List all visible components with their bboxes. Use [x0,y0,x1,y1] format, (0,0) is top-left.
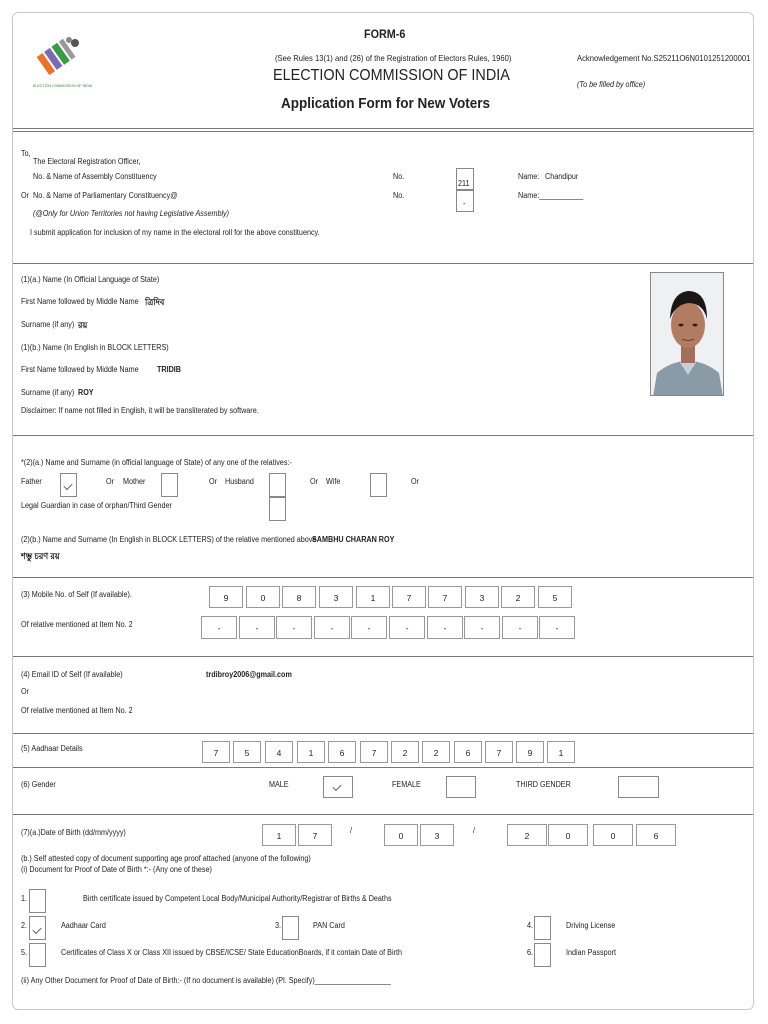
driving-license-checkbox[interactable] [534,916,551,940]
submit-statement: I submit application for inclusion of my name in the electoral roll for the above constituency. [30,228,320,237]
third-gender-checkbox[interactable] [618,776,659,798]
opt2-number: 2. [21,921,28,930]
aadhaar-digit-box[interactable]: 1 [547,741,575,763]
surname-en: ROY [78,388,94,397]
dob-label: (7)(a.)Date of Birth (dd/mm/yyyy) [21,828,126,837]
rules-reference: (See Rules 13(1) and (26) of the Registration of Electors Rules, 1960) [275,53,512,63]
male-label: MALE [269,780,289,789]
mobile-relative-digit-box[interactable]: - [201,616,237,639]
third-gender-label: THIRD GENDER [516,780,571,789]
form-number: FORM-6 [364,27,406,41]
mobile-relative-digit-box[interactable]: - [427,616,463,639]
dob-day-box[interactable]: 1 [262,824,296,846]
pan-card-checkbox[interactable] [282,916,299,940]
opt3-number: 3. [275,921,282,930]
aadhaar-card-label: Aadhaar Card [61,921,106,930]
ac-number-value: 211 [458,179,470,188]
mobile-digit-box[interactable]: 9 [209,586,243,608]
surname-local: রয় [78,320,88,330]
mobile-self-label: (3) Mobile No. of Self (If available). [21,590,132,599]
aadhaar-label: (5) Aadhaar Details [21,744,83,753]
or-label: Or [21,191,30,200]
email-self-label: (4) Email ID of Self (If available) [21,670,123,679]
dob-month-box[interactable]: 3 [420,824,454,846]
officer-label: The Electoral Registration Officer, [33,157,141,166]
commission-name: ELECTION COMMISSION OF INDIA [273,67,510,84]
father-label: Father [21,477,42,486]
form-page [12,12,754,1010]
email-or-label: Or [21,687,30,696]
acknowledgement-note: (To be filled by office) [577,80,646,89]
gender-label: (6) Gender [21,780,56,789]
mobile-digit-box[interactable]: 1 [356,586,390,608]
or-label-3: Or [310,477,319,486]
mobile-relative-digit-box[interactable]: - [351,616,387,639]
mobile-digit-box[interactable]: 7 [392,586,426,608]
other-document-label: (ii) Any Other Document for Proof of Date of Birth:- (If no document is available) (Pl. Specify)___________________ [21,976,391,985]
aadhaar-digit-box[interactable]: 9 [516,741,544,763]
dob-year-box[interactable]: 6 [636,824,676,846]
female-checkbox[interactable] [446,776,476,798]
dob-day-box[interactable]: 7 [298,824,332,846]
parliamentary-constituency-label: No. & Name of Parliamentary Constituency@ [33,191,178,200]
relative-heading: *(2)(a.) Name and Surname (in official language of State) of any one of the relatives:- [21,458,292,467]
dob-month-box[interactable]: 0 [384,824,418,846]
name-local-heading: (1)(a.) Name (In Official Language of State) [21,275,160,284]
mobile-relative-digit-box[interactable]: - [389,616,425,639]
proof-document-label: (i) Document for Proof of Date of Birth *:- (Any one of these) [21,865,212,874]
mobile-digit-box[interactable]: 2 [501,586,535,608]
email-value: trdibroy2006@gmail.com [206,670,292,679]
aadhaar-digit-box[interactable]: 4 [265,741,293,763]
dob-year-box[interactable]: 0 [548,824,588,846]
dob-separator-2: / [473,826,476,835]
mobile-digit-box[interactable]: 3 [319,586,353,608]
dob-year-box[interactable]: 2 [507,824,547,846]
first-name-en-label: First Name followed by Middle Name [21,365,139,374]
email-relative-label: Of relative mentioned at Item No. 2 [21,706,133,715]
opt5-number: 5. [21,948,28,957]
wife-checkbox[interactable] [370,473,387,497]
driving-license-label: Driving License [566,921,616,930]
proof-attached-label: (b.) Self attested copy of document supporting age proof attached (anyone of the following) [21,854,311,863]
mobile-relative-digit-box[interactable]: - [464,616,500,639]
mobile-relative-digit-box[interactable]: - [239,616,275,639]
eci-logo-icon [31,33,87,89]
mobile-relative-digit-box[interactable]: - [502,616,538,639]
first-name-local: ত্রিদিব [145,297,165,307]
or-label-4: Or [411,477,420,486]
female-label: FEMALE [392,780,421,789]
class-certificate-label: Certificates of Class X or Class XII issued by CBSE/ICSE/ State EducationBoards, if it contain Date of Birth [61,948,402,957]
aadhaar-digit-box[interactable]: 7 [202,741,230,763]
aadhaar-digit-box[interactable]: 1 [297,741,325,763]
pc-number-value: - [463,199,466,208]
or-label-1: Or [106,477,115,486]
pc-name-label: Name:___________ [518,191,584,200]
pan-card-label: PAN Card [313,921,345,930]
dob-year-box[interactable]: 0 [593,824,633,846]
transliteration-disclaimer: Disclaimer: If name not filled in English, it will be transliterated by software. [21,406,259,415]
ac-name-value: Chandipur [545,172,579,181]
indian-passport-label: Indian Passport [566,948,617,957]
aadhaar-digit-box[interactable]: 7 [485,741,513,763]
surname-label: Surname (if any) [21,320,75,329]
aadhaar-digit-box[interactable]: 6 [454,741,482,763]
birth-certificate-checkbox[interactable] [29,889,46,913]
first-name-en: TRIDIB [157,365,182,374]
pc-no-label: No. [393,191,405,200]
first-name-label: First Name followed by Middle Name [21,297,139,306]
husband-checkbox[interactable] [269,473,286,497]
logo [31,33,93,89]
aadhaar-digit-box[interactable]: 6 [328,741,356,763]
aadhaar-digit-box[interactable]: 2 [422,741,450,763]
mobile-digit-box[interactable]: 0 [246,586,280,608]
form-title: Application Form for New Voters [281,95,491,112]
surname-en-label: Surname (if any) [21,388,75,397]
relative-english-heading: (2)(b.) Name and Surname (In English in BLOCK LETTERS) of the relative mentioned above [21,535,317,544]
mobile-relative-label: Of relative mentioned at Item No. 2 [21,620,133,629]
acknowledgement-number: Acknowledgement No.S25211O6N0101251200001 [577,53,751,63]
mobile-digit-box[interactable]: 5 [538,586,572,608]
aadhaar-digit-box[interactable]: 5 [233,741,261,763]
mobile-relative-digit-box[interactable]: - [539,616,575,639]
assembly-constituency-label: No. & Name of Assembly Constituency [33,172,157,181]
name-english-heading: (1)(b.) Name (In English in BLOCK LETTERS) [21,343,169,352]
mobile-digit-box[interactable]: 8 [282,586,316,608]
logo-text: ELECTION COMMISSION OF INDIA [33,83,93,88]
opt4-number: 4. [527,921,534,930]
wife-label: Wife [326,477,341,486]
to-label: To, [21,149,31,158]
mobile-digit-box[interactable]: 3 [465,586,499,608]
opt1-number: 1. [21,894,28,903]
mother-label: Mother [123,477,146,486]
husband-label: Husband [225,477,254,486]
union-territory-note: (@Only for Union Territories not having Legislative Assembly) [33,209,230,218]
mother-checkbox[interactable] [161,473,178,497]
ac-name-label: Name: [518,172,540,181]
opt6-number: 6. [527,948,534,957]
aadhaar-digit-box[interactable]: 7 [360,741,388,763]
birth-certificate-label: Birth certificate issued by Competent Local Body/Municipal Authority/Registrar of Births & Deaths [83,894,392,903]
guardian-label: Legal Guardian in case of orphan/Third Gender [21,501,172,510]
mobile-relative-digit-box[interactable]: - [276,616,312,639]
class-certificate-checkbox[interactable] [29,943,46,967]
relative-name-en: SAMBHU CHARAN ROY [312,535,395,544]
ac-no-label: No. [393,172,405,181]
dob-separator-1: / [350,826,353,835]
guardian-checkbox[interactable] [269,497,286,521]
applicant-photo [650,272,724,396]
relative-name-local: শম্ভু চরণ রয় [21,551,60,561]
mobile-digit-box[interactable]: 7 [428,586,462,608]
mobile-relative-digit-box[interactable]: - [314,616,350,639]
or-label-2: Or [209,477,218,486]
aadhaar-digit-box[interactable]: 2 [391,741,419,763]
indian-passport-checkbox[interactable] [534,943,551,967]
